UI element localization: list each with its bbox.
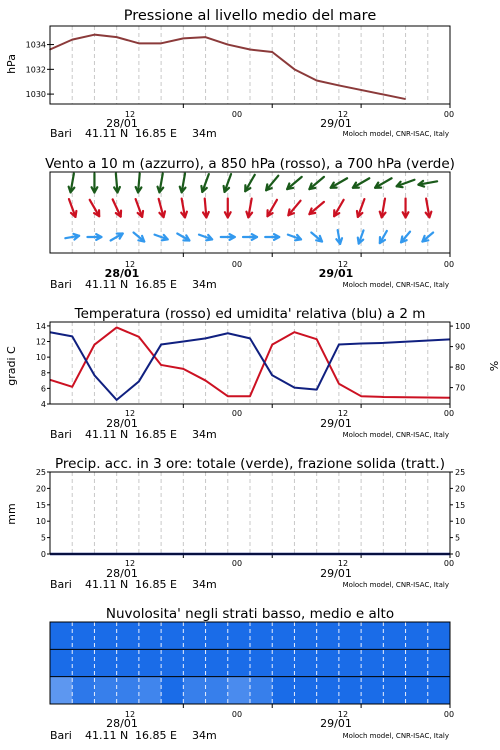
cloud-cell-alto bbox=[272, 622, 295, 649]
precip-tick-00: 00 bbox=[231, 559, 243, 568]
wind-arrow-shaft bbox=[358, 199, 364, 217]
cloud-cell-medio bbox=[50, 649, 73, 676]
rh-ytick-label: 80 bbox=[455, 363, 466, 373]
wind-arrow-head bbox=[201, 186, 206, 192]
wind-arrow-head bbox=[336, 238, 342, 244]
precip-loc-lon: 16.85 E bbox=[135, 578, 177, 591]
cloud-cell-alto bbox=[50, 622, 73, 649]
wind-arrow-shaft bbox=[375, 178, 391, 188]
wind-arrow-shaft bbox=[205, 199, 207, 218]
cloud-cell-basso bbox=[339, 677, 362, 704]
cloud-cell-medio bbox=[250, 649, 273, 676]
wind-arrow-head bbox=[403, 212, 409, 217]
precip-date-2: 29/01 bbox=[320, 567, 352, 580]
cloud-cell-alto bbox=[428, 622, 451, 649]
pressure-ytick-label: 1032 bbox=[25, 65, 46, 75]
wind-arrow-head bbox=[397, 182, 403, 187]
precip-plot bbox=[36, 468, 465, 559]
pressure-point bbox=[316, 80, 318, 82]
pressure-point bbox=[249, 49, 251, 51]
wind-arrow-shaft bbox=[113, 199, 121, 216]
cloud-frame bbox=[50, 622, 450, 704]
cloud-cell-medio bbox=[183, 649, 206, 676]
precip-right-ytick-label: 10 bbox=[455, 517, 466, 527]
wind-arrow-head bbox=[418, 181, 424, 187]
cloud-cell-alto bbox=[294, 622, 317, 649]
wind-arrow-shaft bbox=[159, 174, 162, 193]
precip-ytick-label: 5 bbox=[40, 533, 46, 543]
wind-arrow-shaft bbox=[380, 231, 387, 243]
cloud-loc-lat: 41.11 N bbox=[85, 729, 129, 742]
cloud-cell-medio bbox=[317, 649, 340, 676]
wind-arrow-shaft bbox=[138, 174, 140, 193]
cloud-cell-medio bbox=[72, 649, 95, 676]
pressure-credit: Moloch model, CNR-ISAC, Italy bbox=[342, 130, 449, 138]
wind-arrow-head bbox=[116, 211, 121, 217]
wind-arrow-head bbox=[224, 186, 229, 192]
wind-arrow-head bbox=[114, 187, 120, 192]
rh-series-line bbox=[50, 332, 450, 400]
temp-credit: Moloch model, CNR-ISAC, Italy bbox=[342, 431, 449, 439]
wind-arrow-head bbox=[331, 183, 337, 188]
cloud-cell-basso bbox=[428, 677, 451, 704]
cloud-cell-medio bbox=[406, 649, 429, 676]
cloud-tick-12: 12 bbox=[124, 710, 136, 719]
temp-ytick-label: 10 bbox=[35, 353, 46, 363]
wind-arrow-shaft bbox=[248, 199, 251, 218]
wind-arrow-shaft bbox=[267, 200, 277, 216]
wind-arrow-head bbox=[71, 211, 76, 217]
wind-arrow-head bbox=[380, 212, 386, 218]
wind-loc-lon: 16.85 E bbox=[135, 278, 177, 291]
wind-arrow-head bbox=[353, 183, 359, 188]
wind-arrow-head bbox=[357, 211, 362, 217]
wind-arrow-head bbox=[426, 212, 432, 218]
wind-arrow-head bbox=[136, 187, 142, 192]
wind-arrow-head bbox=[309, 184, 315, 190]
wind-arrow-shaft bbox=[116, 174, 118, 193]
wind-arrow-head bbox=[401, 236, 407, 242]
wind-tick-00b: 00 bbox=[443, 260, 455, 269]
wind-arrow-shaft bbox=[397, 180, 415, 186]
wind-tick-12: 12 bbox=[124, 260, 136, 269]
wind-arrow-head bbox=[94, 210, 99, 216]
precip-ytick-label: 25 bbox=[35, 468, 46, 477]
cloud-cell-alto bbox=[183, 622, 206, 649]
wind-arrow-shaft bbox=[353, 178, 369, 188]
cloud-cell-alto bbox=[250, 622, 273, 649]
wind-arrow-head bbox=[245, 185, 250, 191]
cloud-date-1: 28/01 bbox=[106, 717, 138, 730]
wind-arrow-shaft bbox=[177, 234, 189, 241]
precip-loc-lat: 41.11 N bbox=[85, 578, 129, 591]
wind-arrow-shaft bbox=[69, 199, 75, 217]
temp-loc-name: Bari bbox=[50, 428, 72, 441]
precip-credit: Moloch model, CNR-ISAC, Italy bbox=[342, 581, 449, 589]
wind-arrow-shaft bbox=[159, 199, 164, 217]
pressure-point bbox=[271, 51, 273, 53]
temp-loc-alt: 34m bbox=[192, 428, 217, 441]
cloud-plot bbox=[50, 622, 451, 708]
pressure-point bbox=[116, 36, 118, 38]
rh-ylabel: % bbox=[487, 360, 500, 372]
precip-ytick-label: 20 bbox=[35, 484, 46, 494]
wind-arrow-shaft bbox=[266, 176, 278, 191]
pressure-loc-name: Bari bbox=[50, 127, 72, 140]
precip-right-ytick-label: 25 bbox=[455, 468, 466, 477]
cloud-cell-alto bbox=[139, 622, 162, 649]
cloud-cell-basso bbox=[272, 677, 295, 704]
wind-frame bbox=[50, 172, 450, 253]
pressure-title: Pressione al livello medio del mare bbox=[123, 8, 377, 24]
wind-arrow-head bbox=[138, 211, 143, 217]
precip-tick-12b: 12 bbox=[337, 559, 349, 568]
wind-tick-00: 00 bbox=[231, 260, 243, 269]
wind-loc-name: Bari bbox=[50, 278, 72, 291]
temp-ytick-label: 4 bbox=[40, 400, 46, 409]
pressure-tick-00: 00 bbox=[231, 110, 243, 119]
cloud-cell-medio bbox=[361, 649, 384, 676]
wind-arrow-shaft bbox=[426, 199, 429, 218]
wind-arrow-head bbox=[316, 236, 322, 242]
wind-arrow-head bbox=[180, 187, 186, 193]
cloud-credit: Moloch model, CNR-ISAC, Italy bbox=[342, 732, 449, 740]
temp-date-1: 28/01 bbox=[106, 417, 138, 430]
wind-arrow-head bbox=[159, 211, 165, 217]
temp-date-2: 29/01 bbox=[320, 417, 352, 430]
rh-ytick-label: 100 bbox=[455, 322, 471, 332]
wind-arrow-shaft bbox=[287, 177, 302, 189]
temp-title: Temperatura (rosso) ed umidita' relativa (blu) a 2 m bbox=[74, 306, 426, 322]
wind-arrow-shaft bbox=[338, 230, 340, 244]
wind-arrow-head bbox=[422, 236, 428, 242]
rh-ytick-label: 90 bbox=[455, 342, 466, 352]
wind-arrow-head bbox=[252, 234, 257, 240]
temp-loc-lon: 16.85 E bbox=[135, 428, 177, 441]
wind-arrow-head bbox=[225, 212, 231, 217]
cloud-cell-basso bbox=[406, 677, 429, 704]
temp-loc-lat: 41.11 N bbox=[85, 428, 129, 441]
cloud-cell-medio bbox=[339, 649, 362, 676]
wind-arrow-shaft bbox=[225, 174, 231, 192]
cloud-cell-basso bbox=[161, 677, 184, 704]
cloud-cell-medio bbox=[272, 649, 295, 676]
precip-tick-12: 12 bbox=[124, 559, 136, 568]
cloud-cell-medio bbox=[161, 649, 184, 676]
wind-arrow-shaft bbox=[422, 233, 433, 242]
pressure-tick-12: 12 bbox=[124, 110, 136, 119]
cloud-cell-medio bbox=[228, 649, 251, 676]
wind-arrow-head bbox=[375, 183, 381, 188]
precip-ytick-label: 15 bbox=[35, 500, 46, 510]
wind-arrow-shaft bbox=[311, 233, 322, 242]
cloud-cell-alto bbox=[383, 622, 406, 649]
pressure-loc-lat: 41.11 N bbox=[85, 127, 129, 140]
wind-arrow-shaft bbox=[90, 200, 100, 216]
precip-right-ytick-label: 0 bbox=[455, 550, 461, 559]
cloud-cell-basso bbox=[117, 677, 140, 704]
wind-arrow-head bbox=[183, 235, 189, 240]
pressure-tick-12b: 12 bbox=[337, 110, 349, 119]
cloud-cell-alto bbox=[117, 622, 140, 649]
wind-arrow-head bbox=[287, 184, 293, 190]
cloud-cell-alto bbox=[94, 622, 117, 649]
precip-tick-00b: 00 bbox=[443, 559, 455, 568]
wind-arrow-head bbox=[309, 209, 315, 215]
wind-title: Vento a 10 m (azzurro), a 850 hPa (rosso), a 700 hPa (verde) bbox=[45, 156, 455, 172]
precip-ylabel: mm bbox=[5, 503, 18, 525]
temp-tick-00b: 00 bbox=[443, 409, 455, 418]
wind-loc-lat: 41.11 N bbox=[85, 278, 129, 291]
precip-right-ytick-label: 20 bbox=[455, 484, 466, 494]
precip-loc-alt: 34m bbox=[192, 578, 217, 591]
pressure-series-line bbox=[50, 35, 406, 99]
wind-arrow-head bbox=[230, 234, 235, 240]
wind-arrow-head bbox=[380, 237, 385, 243]
wind-arrow-head bbox=[181, 212, 187, 218]
wind-arrow-shaft bbox=[134, 233, 145, 242]
pressure-ylabel: hPa bbox=[5, 54, 18, 74]
cloud-cell-basso bbox=[361, 677, 384, 704]
cloud-cell-basso bbox=[50, 677, 73, 704]
cloud-loc-name: Bari bbox=[50, 729, 72, 742]
cloud-cell-medio bbox=[94, 649, 117, 676]
cloud-cell-medio bbox=[206, 649, 229, 676]
cloud-cell-basso bbox=[94, 677, 117, 704]
wind-arrow-head bbox=[73, 234, 79, 240]
cloud-cell-medio bbox=[383, 649, 406, 676]
cloud-cell-medio bbox=[428, 649, 451, 676]
wind-arrow-head bbox=[274, 234, 279, 240]
wind-arrow-shaft bbox=[418, 181, 437, 184]
rh-ytick-label: 70 bbox=[455, 383, 466, 393]
wind-arrow-head bbox=[162, 235, 168, 240]
temp-tick-00: 00 bbox=[231, 409, 243, 418]
wind-arrow-head bbox=[96, 234, 101, 240]
cloud-tick-00b: 00 bbox=[443, 710, 455, 719]
pressure-loc-lon: 16.85 E bbox=[135, 127, 177, 140]
temp-ytick-label: 12 bbox=[35, 337, 46, 347]
cloud-cell-medio bbox=[117, 649, 140, 676]
wind-arrow-head bbox=[92, 187, 98, 192]
wind-plot bbox=[50, 172, 450, 257]
cloud-cell-basso bbox=[139, 677, 162, 704]
wind-arrow-head bbox=[266, 184, 272, 190]
wind-arrow-head bbox=[206, 235, 212, 240]
wind-arrow-shaft bbox=[382, 199, 385, 218]
cloud-cell-basso bbox=[228, 677, 251, 704]
wind-arrow-shaft bbox=[155, 235, 168, 240]
cloud-cell-medio bbox=[139, 649, 162, 676]
pressure-point bbox=[183, 38, 185, 40]
cloud-title: Nuvolosita' negli strati basso, medio e alto bbox=[105, 606, 395, 622]
wind-tick-12b: 12 bbox=[337, 260, 349, 269]
cloud-date-2: 29/01 bbox=[320, 717, 352, 730]
wind-arrow-shaft bbox=[401, 232, 410, 243]
cloud-loc-alt: 34m bbox=[192, 729, 217, 742]
pressure-point bbox=[94, 34, 96, 36]
temp-frame bbox=[50, 322, 450, 404]
wind-arrow-shaft bbox=[331, 178, 347, 188]
cloud-cell-basso bbox=[183, 677, 206, 704]
cloud-cell-basso bbox=[250, 677, 273, 704]
wind-arrow-head bbox=[203, 212, 209, 217]
cloud-cell-alto bbox=[339, 622, 362, 649]
pressure-point bbox=[227, 44, 229, 46]
wind-arrow-shaft bbox=[288, 235, 301, 240]
precip-date-1: 28/01 bbox=[106, 567, 138, 580]
pressure-point bbox=[138, 43, 140, 45]
pressure-frame bbox=[50, 26, 450, 104]
temp-ytick-label: 8 bbox=[40, 368, 46, 378]
pressure-point bbox=[71, 39, 73, 41]
temp-tick-12b: 12 bbox=[337, 409, 349, 418]
cloud-cell-alto bbox=[406, 622, 429, 649]
temp-ytick-label: 14 bbox=[35, 321, 46, 331]
wind-arrow-shaft bbox=[202, 174, 208, 192]
wind-arrow-shaft bbox=[309, 177, 324, 189]
wind-arrow-head bbox=[69, 187, 75, 193]
pressure-point bbox=[338, 85, 340, 87]
pressure-point bbox=[294, 69, 296, 71]
wind-arrow-shaft bbox=[309, 202, 324, 214]
wind-arrow-shaft bbox=[182, 199, 185, 218]
pressure-tick-00b: 00 bbox=[443, 110, 455, 119]
wind-arrow-head bbox=[267, 210, 272, 216]
precip-title: Precip. acc. in 3 ore: totale (verde), frazione solida (tratt.) bbox=[55, 456, 445, 472]
wind-arrow-shaft bbox=[288, 201, 300, 216]
precip-right-ytick-label: 5 bbox=[455, 533, 461, 543]
cloud-cell-alto bbox=[361, 622, 384, 649]
wind-arrow-shaft bbox=[245, 175, 255, 191]
wind-arrow-shaft bbox=[136, 199, 142, 217]
pressure-date-2: 29/01 bbox=[320, 117, 352, 130]
cloud-loc-lon: 16.85 E bbox=[135, 729, 177, 742]
wind-arrow-head bbox=[246, 212, 252, 218]
wind-arrow-head bbox=[288, 209, 294, 215]
cloud-cell-alto bbox=[72, 622, 95, 649]
wind-loc-alt: 34m bbox=[192, 278, 217, 291]
wind-arrow-shaft bbox=[65, 236, 79, 238]
cloud-tick-00: 00 bbox=[231, 710, 243, 719]
wind-arrow-shaft bbox=[359, 230, 364, 243]
cloud-cell-basso bbox=[72, 677, 95, 704]
wind-arrow-shaft bbox=[71, 174, 74, 193]
wind-arrow-shaft bbox=[111, 234, 123, 241]
wind-arrow-shaft bbox=[334, 200, 344, 216]
precip-right-ytick-label: 15 bbox=[455, 500, 466, 510]
cloud-cell-basso bbox=[206, 677, 229, 704]
wind-arrow-head bbox=[295, 235, 301, 240]
temp-ylabel: gradi C bbox=[5, 346, 18, 386]
pressure-ytick-label: 1034 bbox=[25, 40, 46, 50]
cloud-cell-basso bbox=[383, 677, 406, 704]
wind-arrow-shaft bbox=[182, 174, 185, 193]
wind-arrow-head bbox=[334, 210, 339, 216]
temp-series-line bbox=[50, 327, 450, 397]
wind-arrow-head bbox=[358, 238, 363, 244]
precip-frame bbox=[50, 472, 450, 554]
pressure-point bbox=[49, 49, 51, 51]
precip-ytick-label: 0 bbox=[40, 550, 46, 559]
wind-arrow-shaft bbox=[199, 235, 212, 240]
cloud-cell-alto bbox=[317, 622, 340, 649]
pressure-point bbox=[205, 36, 207, 38]
pressure-date-1: 28/01 bbox=[106, 117, 138, 130]
precip-ytick-label: 10 bbox=[35, 517, 46, 527]
precip-loc-name: Bari bbox=[50, 578, 72, 591]
pressure-plot bbox=[26, 26, 450, 108]
wind-arrow-head bbox=[158, 187, 164, 193]
wind-arrow-head bbox=[138, 236, 144, 242]
cloud-cell-alto bbox=[228, 622, 251, 649]
cloud-cell-alto bbox=[161, 622, 184, 649]
cloud-tick-12b: 12 bbox=[337, 710, 349, 719]
pressure-point bbox=[160, 43, 162, 45]
wind-credit: Moloch model, CNR-ISAC, Italy bbox=[342, 281, 449, 289]
cloud-cell-basso bbox=[294, 677, 317, 704]
temp-ytick-label: 6 bbox=[40, 384, 46, 394]
temp-plot bbox=[36, 322, 470, 409]
wind-date-2: 29/01 bbox=[318, 267, 354, 280]
cloud-cell-alto bbox=[206, 622, 229, 649]
cloud-cell-basso bbox=[317, 677, 340, 704]
pressure-loc-alt: 34m bbox=[192, 127, 217, 140]
temp-tick-12: 12 bbox=[124, 409, 136, 418]
pressure-ytick-label: 1030 bbox=[25, 90, 46, 100]
wind-arrow-head bbox=[117, 234, 123, 239]
wind-date-1: 28/01 bbox=[104, 267, 140, 280]
cloud-cell-medio bbox=[294, 649, 317, 676]
